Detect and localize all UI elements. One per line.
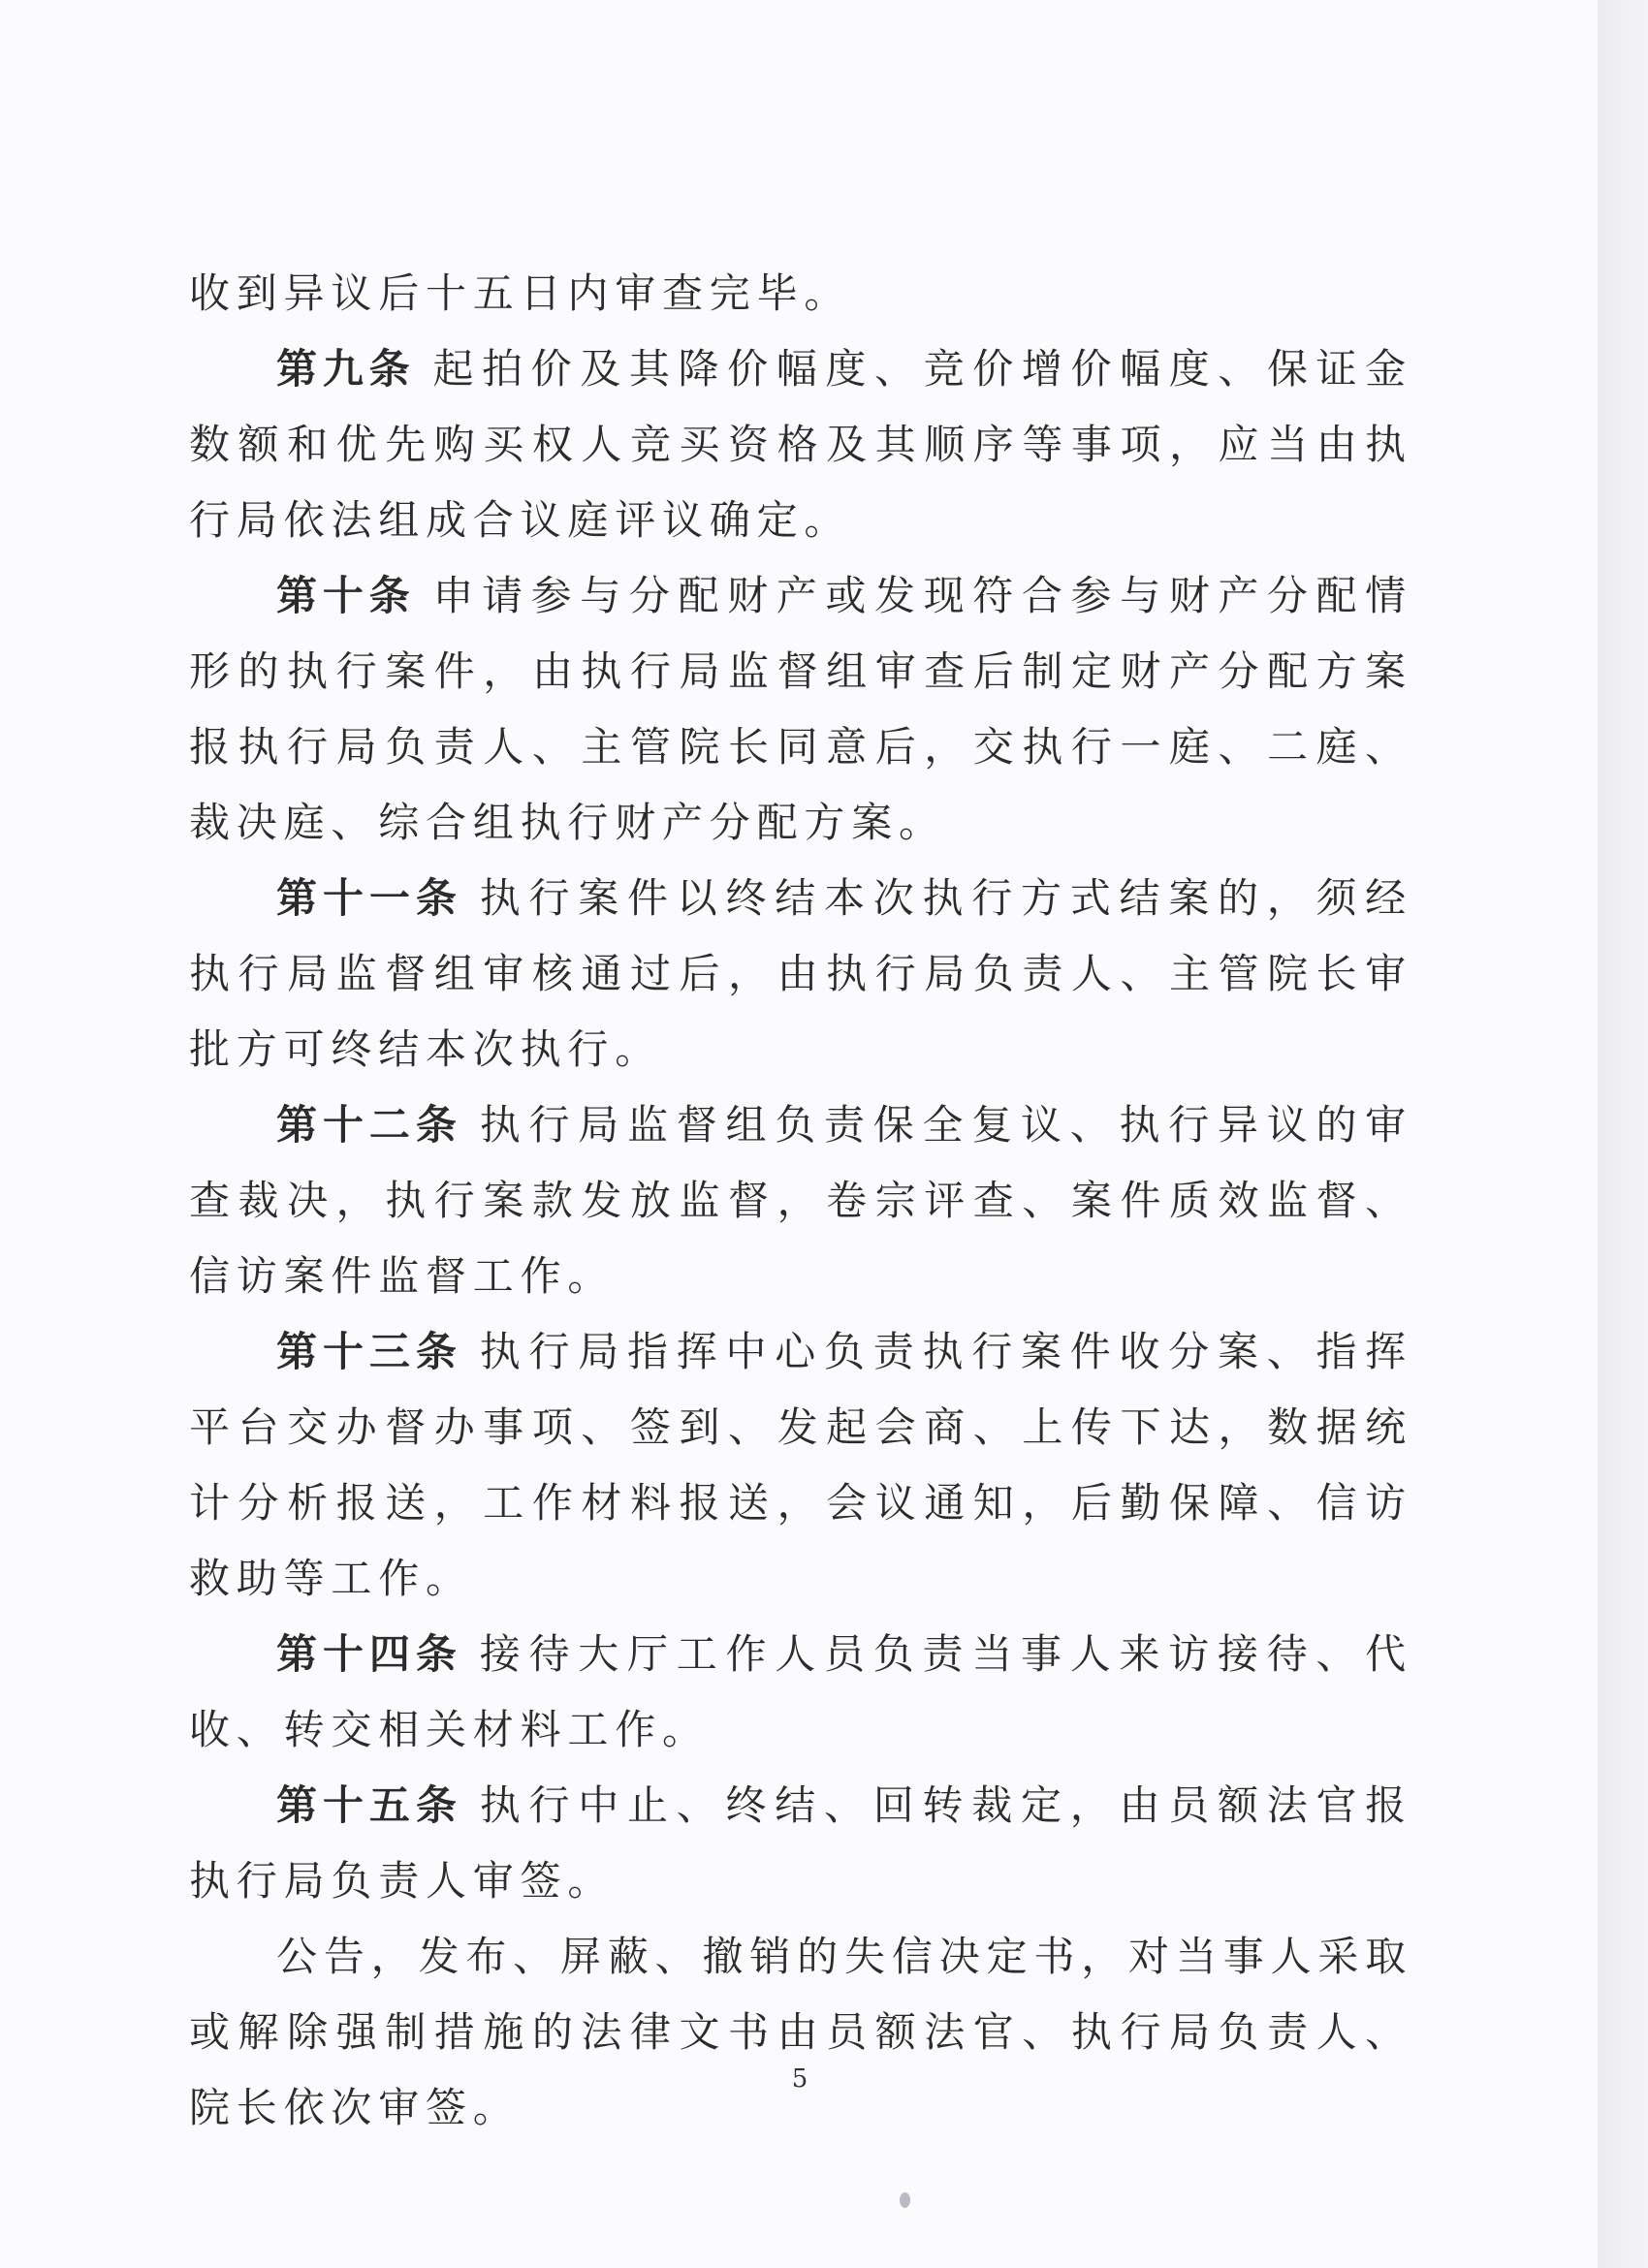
scan-speck: [900, 2192, 910, 2208]
article-heading: 第十五条: [276, 1781, 462, 1829]
scan-edge-shadow: [1598, 0, 1648, 2268]
article-heading: 第十三条: [276, 1328, 462, 1375]
article-heading: 第十条: [276, 572, 416, 619]
article-15: [189, 1768, 1412, 1919]
article-text: 执行中止、终结、回转裁定，由员额法官报执行局负责人审签。: [189, 1781, 1412, 1905]
article-10: [189, 558, 1412, 861]
article-9: [189, 331, 1412, 558]
article-text: 执行局指挥中心负责执行案件收分案、指挥平台交办督办事项、签到、发起会商、上传下达，数据统计分析报送，工作材料报送，会议通知，后勤保障、信访救助等工作。: [189, 1328, 1412, 1602]
body-text: [189, 256, 1412, 2146]
article-heading: 第十二条: [276, 1101, 462, 1149]
article-11: [189, 861, 1412, 1087]
article-14: [189, 1617, 1412, 1768]
article-13: [189, 1314, 1412, 1617]
article-text: 执行局监督组负责保全复议、执行异议的审查裁决，执行案款发放监督，卷宗评查、案件质效监督、信访案件监督工作。: [189, 1101, 1412, 1300]
article-heading: 第十四条: [276, 1630, 462, 1678]
page-number: 5: [791, 2064, 808, 2094]
article-heading: 第十一条: [276, 874, 462, 922]
article-text: 申请参与分配财产或发现符合参与财产分配情形的执行案件，由执行局监督组审查后制定财产分配方案报执行局负责人、主管院长同意后，交执行一庭、二庭、裁决庭、综合组执行财产分配方案。: [189, 572, 1412, 846]
article-text: 执行案件以终结本次执行方式结案的，须经执行局监督组审核通过后，由执行局负责人、主管院长审批方可终结本次执行。: [189, 874, 1412, 1073]
article-text: 接待大厅工作人员负责当事人来访接待、代收、转交相关材料工作。: [189, 1630, 1412, 1753]
paragraph-text: 收到异议后十五日内审查完毕。: [189, 269, 852, 317]
article-text: 起拍价及其降价幅度、竞价增价幅度、保证金数额和优先购买权人竞买资格及其顺序等事项，应当由执行局依法组成合议庭评议确定。: [189, 345, 1412, 544]
article-heading: 第九条: [276, 345, 416, 393]
article-12: [189, 1087, 1412, 1314]
paragraph-continuation: [189, 256, 1412, 331]
paragraph-text: 公告，发布、屏蔽、撤销的失信决定书，对当事人采取或解除强制措施的法律文书由员额法官、执行局负责人、院长依次审签。: [189, 1933, 1412, 2131]
article-15-supplement: [189, 1919, 1412, 2146]
